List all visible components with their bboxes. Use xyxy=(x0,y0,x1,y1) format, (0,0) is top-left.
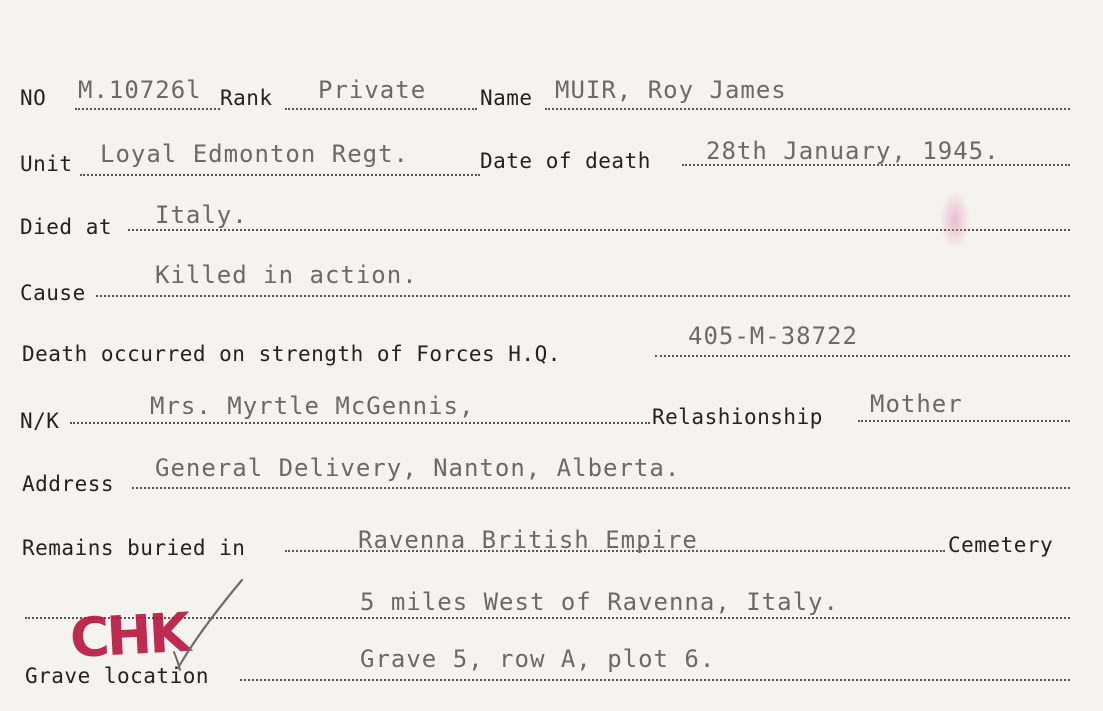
cause-label: Cause xyxy=(20,281,86,305)
chk-stamp: CHK xyxy=(68,600,190,671)
rank-label: Rank xyxy=(220,86,273,110)
name-label: Name xyxy=(480,86,533,110)
remains-label: Remains buried in xyxy=(22,536,246,560)
ink-smudge xyxy=(940,190,970,250)
rank-value: Private xyxy=(318,76,427,104)
next-of-kin-label: N/K xyxy=(20,409,60,433)
died-at-label: Died at xyxy=(20,215,113,239)
no-label: NO xyxy=(20,86,47,110)
cause-value: Killed in action. xyxy=(155,261,418,289)
no-value: M.10726l xyxy=(78,76,202,104)
relationship-label: Relashionship xyxy=(652,405,823,429)
date-label: Date of death xyxy=(480,149,651,173)
grave-location-line-2: Grave 5, row A, plot 6. xyxy=(360,645,716,673)
strength-value: 405-M-38722 xyxy=(688,322,858,350)
died-at-value: Italy. xyxy=(155,201,248,229)
grave-location-line-1: 5 miles West of Ravenna, Italy. xyxy=(360,588,839,616)
cemetery-label: Cemetery xyxy=(948,533,1054,557)
name-value: MUIR, Roy James xyxy=(555,76,787,104)
address-value: General Delivery, Nanton, Alberta. xyxy=(155,454,681,482)
grave-location-label: Grave location xyxy=(25,664,210,688)
unit-value: Loyal Edmonton Regt. xyxy=(100,140,409,168)
next-of-kin-value: Mrs. Myrtle McGennis, xyxy=(150,392,475,420)
date-value: 28th January, 1945. xyxy=(706,137,1000,165)
check-mark-icon xyxy=(160,560,280,680)
strength-label: Death occurred on strength of Forces H.Q. xyxy=(22,342,561,366)
address-label: Address xyxy=(22,472,115,496)
remains-value: Ravenna British Empire xyxy=(358,526,698,554)
relationship-value: Mother xyxy=(870,390,963,418)
unit-label: Unit xyxy=(20,152,73,176)
